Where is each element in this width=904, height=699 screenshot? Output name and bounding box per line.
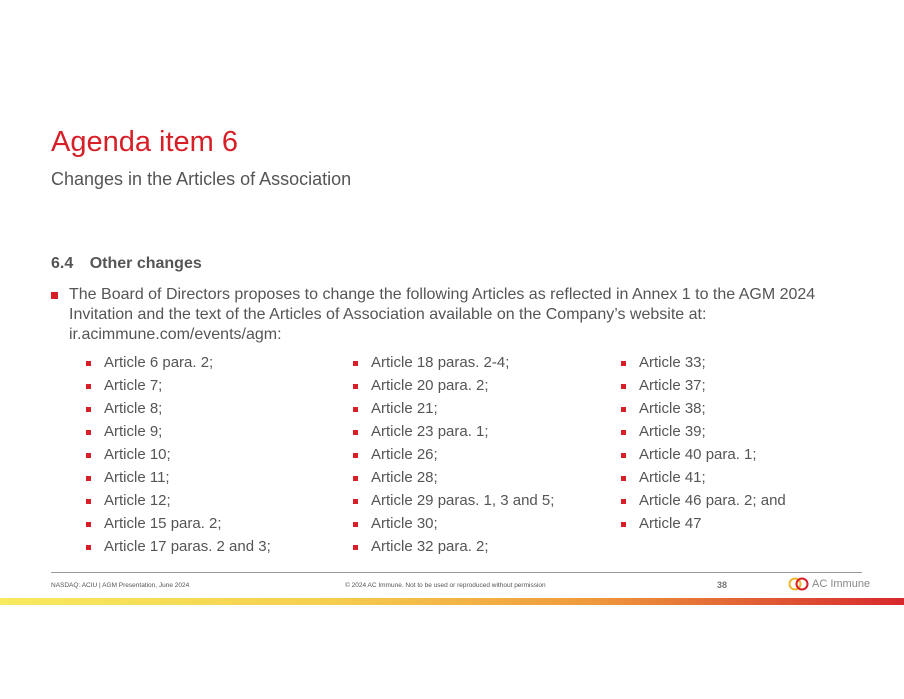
article-list-item [621,491,786,514]
article-list-item [86,445,271,468]
article-list-item [353,468,554,491]
article-list-item [353,491,554,514]
bullet-square-icon [353,476,358,481]
article-list-item [86,491,271,514]
article-label: Article 38; [639,400,706,417]
article-list-item [353,537,554,560]
article-list-item [86,468,271,491]
article-label: Article 26; [371,446,438,463]
bullet-square-icon [353,499,358,504]
article-label: Article 18 paras. 2-4; [371,354,510,371]
bullet-square-icon [621,453,626,458]
bullet-square-icon [621,407,626,412]
article-label: Article 30; [371,515,438,532]
article-list-item [86,376,271,399]
article-list-item [621,468,786,491]
article-list-item [353,353,554,376]
article-label: Article 10; [104,446,171,463]
bullet-square-icon [353,522,358,527]
article-label: Article 46 para. 2; and [639,492,786,509]
bullet-square-icon [86,476,91,481]
article-label: Article 28; [371,469,438,486]
logo-text: AC Immune [812,578,871,590]
article-list-item [621,399,786,422]
article-label: Article 41; [639,469,706,486]
bullet-square-icon [86,430,91,435]
article-label: Article 40 para. 1; [639,446,757,463]
slide-subtitle: Changes in the Articles of Association [51,169,352,189]
bullet-square-icon [621,384,626,389]
bullet-square-icon [86,361,91,366]
section-number: 6.4 [51,255,74,272]
footer-left-text: NASDAQ: ACIU | AGM Presentation, June 2024 [51,582,190,589]
article-list-item [353,422,554,445]
gradient-footer-bar [0,598,904,605]
article-list-item [621,445,786,468]
article-list-item [86,422,271,445]
article-label: Article 37; [639,377,706,394]
bullet-square-icon [353,430,358,435]
article-label: Article 6 para. 2; [104,354,214,371]
section-title: Other changes [89,255,202,272]
bullet-square-icon [86,384,91,389]
bullet-square-icon [353,361,358,366]
article-label: Article 20 para. 2; [371,377,489,394]
article-list-item [621,353,786,376]
article-label: Article 17 paras. 2 and 3; [104,538,271,555]
bullet-square-icon [86,407,91,412]
article-list-item [621,376,786,399]
article-label: Article 8; [104,400,163,417]
article-label: Article 15 para. 2; [104,515,222,532]
footer-copyright: © 2024 AC Immune. Not to be used or reproduced without permission [345,582,546,589]
bullet-square-icon [621,430,626,435]
article-list-item [86,537,271,560]
article-label: Article 12; [104,492,171,509]
article-list-item [353,445,554,468]
bullet-square-icon [86,499,91,504]
article-label: Article 9; [104,423,163,440]
article-label: Article 33; [639,354,706,371]
article-list-item [621,514,786,537]
article-list-item [86,514,271,537]
bullet-square-icon [86,545,91,550]
footer-rule [51,572,862,573]
bullet-square-icon [353,545,358,550]
article-list-item [353,399,554,422]
article-list-item [621,422,786,445]
bullet-square-icon [353,384,358,389]
article-list-item [86,399,271,422]
article-column-1 [86,353,271,560]
bullet-square-icon [621,499,626,504]
bullet-square-icon [621,476,626,481]
article-label: Article 47 [639,515,702,532]
article-list-item [353,376,554,399]
section-heading [51,255,202,273]
bullet-square-icon [86,522,91,527]
bullet-square-icon [51,292,58,299]
intro-paragraph [51,285,841,345]
logo-rings-icon [788,577,810,591]
bullet-square-icon [86,453,91,458]
article-label: Article 29 paras. 1, 3 and 5; [371,492,555,509]
article-label: Article 39; [639,423,706,440]
article-list-item [86,353,271,376]
company-logo [788,577,870,591]
article-list-item [353,514,554,537]
article-label: Article 21; [371,400,438,417]
bullet-square-icon [621,522,626,527]
article-column-2 [353,353,554,560]
slide-title: Agenda item 6 [51,126,239,158]
intro-text: The Board of Directors proposes to change the following Articles as reflected in Annex 1 to the AGM 2024 Invitation and the text of the Articles of Association available on the Company’s website at: ir.acimmune.com/events/agm: [69,286,816,343]
bullet-square-icon [353,407,358,412]
bullet-square-icon [621,361,626,366]
article-column-3 [621,353,786,537]
article-label: Article 32 para. 2; [371,538,489,555]
article-label: Article 7; [104,377,163,394]
bullet-square-icon [353,453,358,458]
page-number: 38 [717,580,728,590]
article-label: Article 23 para. 1; [371,423,489,440]
article-label: Article 11; [104,469,170,486]
